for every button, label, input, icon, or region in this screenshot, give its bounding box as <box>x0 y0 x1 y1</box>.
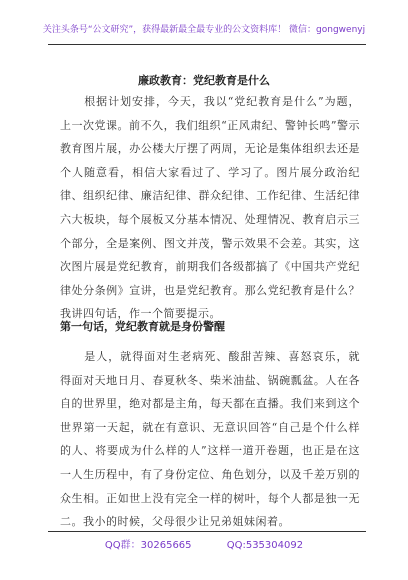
paragraph-intro: 根据计划安排，今天，我以“党纪教育是什么”为题，上一次党课。前不久，我们组织“正风肃纪、警钟长鸣”警示教育图片展，办公楼大厅摆了两周，无论是集体组织去还是个人随意看，相信大家看过了、学习了。图片展分政治纪律、组织纪律、廉洁纪律、群众纪律、工作纪律、生活纪律六大板块，每个展板又分基本情况、处理情况、教育启示三个部分，全是案例、图文并茂，警示效果不会差。其实，这次图片展是党纪教育，前期我们各级都搞了《中国共产党纪律处分条例》宣讲，也是党纪教育。那么党纪教育是什么？我讲四句话，作一个简要提示。 <box>60 95 360 321</box>
section-heading-1: 第一句话，党纪教育就是身份警醒 <box>60 320 225 333</box>
qq-group-text: QQ群：30265665 <box>104 540 192 551</box>
paragraph-section-1: 是人，就得面对生老病死、酸甜苦辣、喜怒哀乐，就得面对天地日月、春夏秋冬、柴米油盐、锅碗瓢盆。人在各自的世界里，绝对都是主角，每天都在直播。我们来到这个世界第一天起，就在有意识、无意识回答“自己是个什么样的人、将要成为什么样的人”这样一道开卷题，也正是在这一人生历程中，有了身份定位、角色划分，以及千差万别的众生相。正如世上没有完全一样的树叶，每个人都是独一无二。我小的时候，父母很少让兄弟姐妹闲着。 <box>60 350 360 529</box>
footer-divider <box>48 531 366 532</box>
header-divider <box>48 44 366 45</box>
document-title: 廉政教育：党纪教育是什么 <box>138 74 270 87</box>
page-header: 关注头条号“公文研究”，获得最新最全最专业的公文资料库！ 微信：gongwenyj <box>42 25 366 35</box>
page-footer <box>0 536 408 551</box>
qq-text: QQ:535304092 <box>226 540 304 551</box>
